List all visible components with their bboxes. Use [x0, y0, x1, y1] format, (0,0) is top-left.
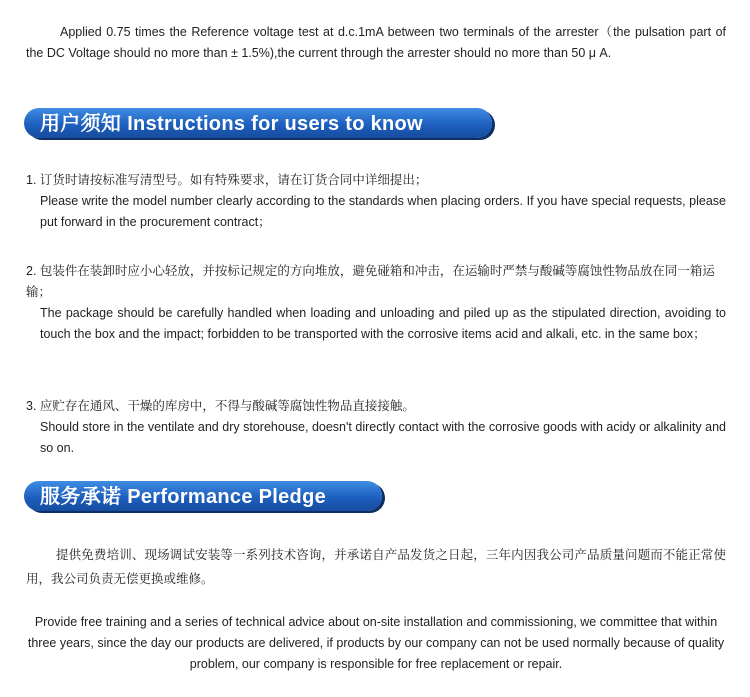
- pledge-banner: [24, 481, 382, 511]
- pledge-text-cn: 提供免费培训、现场调试安装等一系列技术咨询，并承诺自产品发货之日起，三年内因我公司产品质量问题而不能正常使用，我公司负责无偿更换或维修。: [26, 548, 726, 586]
- instructions-title-cn: 用户须知: [40, 111, 122, 135]
- pledge-text-en: Provide free training and a series of technical advice about on-site installation and commissioning, we committee that within three years, since the day our products are delivered, if products by our company can not be used normally because of quality problem, our company is responsible for free replacement or repair.: [27, 615, 725, 671]
- instruction-item-en: The package should be carefully handled when loading and unloading and piled up as the stipulated direction, avoiding to touch the box and the impact; forbidden to be transported with the corrosive items acid and alkali, etc. in the same box；: [40, 306, 726, 341]
- instruction-item-cn: 1. 订货时请按标准写清型号。如有特殊要求，请在订货合同中详细提出；: [26, 173, 428, 187]
- instruction-item-cn: 2. 包装件在装卸时应小心轻放，并按标记规定的方向堆放，避免碰箱和冲击，在运输时严禁与酸碱等腐蚀性物品放在同一箱运输；: [26, 264, 715, 299]
- instruction-item-en: Please write the model number clearly according to the standards when placing orders. If you have special requests, please put forward in the procurement contract；: [40, 194, 726, 229]
- instruction-item-3: [26, 396, 726, 459]
- pledge-title-en: Performance Pledge: [127, 486, 327, 508]
- instructions-banner: [24, 108, 492, 138]
- instruction-item-2: [26, 261, 726, 345]
- pledge-title-cn: 服务承诺: [40, 484, 122, 508]
- instruction-item-cn: 3. 应贮存在通风、干燥的库房中，不得与酸碱等腐蚀性物品直接接触。: [26, 399, 415, 413]
- instruction-item-en: Should store in the ventilate and dry storehouse, doesn't directly contact with the corrosive goods with acidy or alkalinity and so on.: [40, 420, 726, 455]
- instruction-item-1: [26, 170, 726, 233]
- instructions-title-en: Instructions for users to know: [127, 113, 423, 135]
- intro-paragraph: Applied 0.75 times the Reference voltage test at d.c.1mA between two terminals of the arrester（the pulsation part of the DC Voltage should no more than ± 1.5%),the current through the arrester should no more than 50 μ A.: [26, 25, 726, 60]
